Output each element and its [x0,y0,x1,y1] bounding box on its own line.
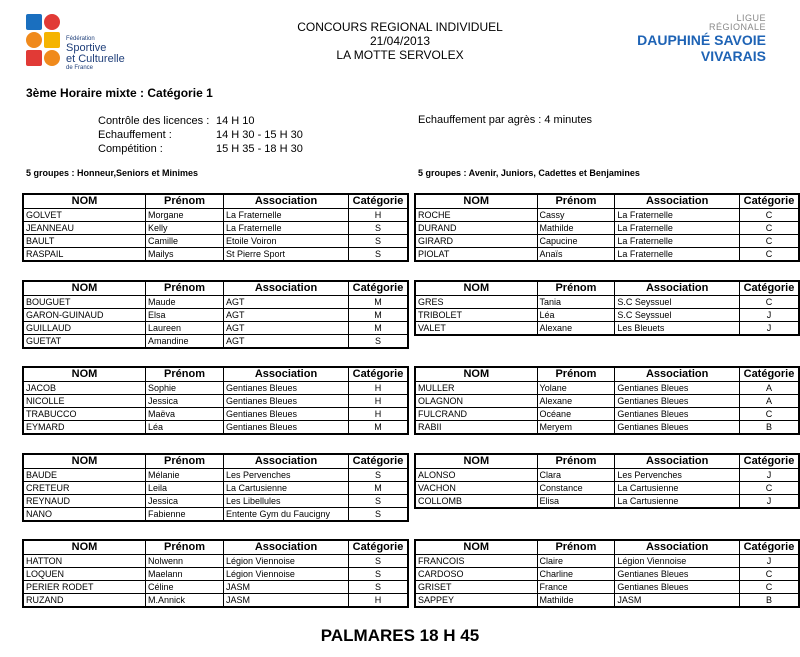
prenom-cell: Léa [146,421,224,435]
schedule-row [98,128,303,142]
column-header: Prénom [537,454,615,469]
prenom-cell: Tania [537,296,615,309]
prenom-cell: Céline [146,581,224,594]
column-header: Association [224,454,349,469]
prenom-cell: France [537,581,615,594]
association-cell: Les Libellules [224,495,349,508]
association-cell: St Pierre Sport [224,248,349,262]
table-row [23,395,408,408]
logo-square-orange-2 [44,50,60,66]
nom-cell: ALONSO [415,469,537,482]
association-cell: La Fraternelle [615,235,740,248]
column-header: Catégorie [349,281,409,296]
association-cell: JASM [615,594,740,608]
association-cell: Gentianes Bleues [224,421,349,435]
categorie-cell: S [349,495,409,508]
association-cell: AGT [224,296,349,309]
nom-cell: VACHON [415,482,537,495]
categorie-cell: S [349,568,409,581]
prenom-cell: Fabienne [146,508,224,522]
table-header-row [415,367,799,382]
document-header [250,20,550,62]
table-row [415,248,799,262]
prenom-cell: Nolwenn [146,555,224,568]
table-row [415,395,799,408]
ffsc-logo [26,14,146,74]
column-header: Prénom [537,367,615,382]
table-row [415,382,799,395]
column-header: Association [615,540,740,555]
right-group-table-5 [414,539,800,608]
nom-cell: RASPAIL [23,248,146,262]
nom-cell: GARON-GUINAUD [23,309,146,322]
table-row [415,209,799,222]
table-row [23,508,408,522]
prenom-cell: Sophie [146,382,224,395]
column-header: NOM [415,540,537,555]
association-cell: S.C Seyssuel [615,309,740,322]
nom-cell: GUILLAUD [23,322,146,335]
column-header: Association [224,367,349,382]
prenom-cell: Amandine [146,335,224,349]
prenom-cell: Morgane [146,209,224,222]
table-row [415,469,799,482]
table-header-row [23,454,408,469]
association-cell: Gentianes Bleues [615,408,740,421]
prenom-cell: Maëva [146,408,224,421]
logo-square-blue [26,14,42,30]
categorie-cell: C [740,248,800,262]
nom-cell: EYMARD [23,421,146,435]
table-row [23,421,408,435]
column-header: Prénom [537,281,615,296]
categorie-cell: C [740,482,799,495]
nom-cell: PIOLAT [415,248,537,262]
nom-cell: CARDOSO [415,568,537,581]
column-header: Association [615,454,740,469]
table-row [415,581,799,594]
categorie-cell: H [349,395,409,408]
nom-cell: JACOB [23,382,146,395]
nom-cell: BAULT [23,235,146,248]
groups-right-title: 5 groupes : Avenir, Juniors, Cadettes et Benjamines [418,168,640,178]
nom-cell: BAUDE [23,469,146,482]
nom-cell: GUETAT [23,335,146,349]
categorie-cell: H [349,382,409,395]
table-header-row [23,367,408,382]
association-cell: La Fraternelle [615,248,740,262]
table-header-row [23,194,408,209]
prenom-cell: Mailys [146,248,224,262]
column-header: Association [615,281,740,296]
categorie-cell: M [349,322,409,335]
nom-cell: TRABUCCO [23,408,146,421]
prenom-cell: Mélanie [146,469,224,482]
prenom-cell: Cassy [537,209,615,222]
prenom-cell: Kelly [146,222,224,235]
prenom-cell: Mathilde [537,222,615,235]
table-header-row [415,540,799,555]
nom-cell: FULCRAND [415,408,537,421]
table-row [23,469,408,482]
table-header-row [415,454,799,469]
column-header: Association [224,281,349,296]
association-cell: La Fraternelle [615,209,740,222]
schedule-value: 15 H 35 - 18 H 30 [216,143,303,155]
association-cell: La Fraternelle [615,222,740,235]
prenom-cell: Alexane [537,322,615,336]
league-line-4: VIVARAIS [700,48,766,64]
prenom-cell: Léa [537,309,615,322]
right-group-table-3 [414,366,800,435]
association-cell: Gentianes Bleues [615,581,740,594]
logo-square-red [44,14,60,30]
schedule-row [98,142,303,156]
column-header: Prénom [537,194,615,209]
categorie-cell: M [349,421,409,435]
prenom-cell: Maelann [146,568,224,581]
palmares: PALMARES 18 H 45 [320,626,480,645]
table-row [23,335,408,349]
prenom-cell: Alexane [537,395,615,408]
logo-text [66,36,125,72]
groups-left-title: 5 groupes : Honneur,Seniors et Minimes [26,168,199,178]
nom-cell: REYNAUD [23,495,146,508]
column-header: NOM [23,281,146,296]
table-row [23,322,408,335]
nom-cell: RUZAND [23,594,146,608]
categorie-cell: B [739,594,799,608]
nom-cell: COLLOMB [415,495,537,509]
logo-square-yellow [44,32,60,48]
left-group-table-1 [22,193,409,262]
nom-cell: DURAND [415,222,537,235]
association-cell: Gentianes Bleues [615,395,740,408]
column-header: Association [224,540,349,555]
schedule-label: Echauffement : [98,129,172,141]
league-line-1: LIGUE [736,13,766,23]
association-cell: Les Pervenches [615,469,740,482]
table-row [415,568,799,581]
prenom-cell: Meryem [537,421,615,435]
column-header: Catégorie [349,454,409,469]
column-header: NOM [415,454,537,469]
prenom-cell: Camille [146,235,224,248]
column-header: Catégorie [349,367,409,382]
column-header: NOM [23,540,146,555]
association-cell: Etoile Voiron [224,235,349,248]
nom-cell: GRISET [415,581,537,594]
association-cell: La Cartusienne [615,482,740,495]
schedule-label: Contrôle des licences : [98,115,210,127]
categorie-cell: A [740,395,800,408]
nom-cell: PERIER RODET [23,581,146,594]
column-header: Association [615,194,740,209]
logo-square-red-2 [26,50,42,66]
association-cell: JASM [224,581,349,594]
logo-line-1: Fédération [66,36,95,42]
categorie-cell: S [349,508,409,522]
column-header: Prénom [146,367,224,382]
column-header: Catégorie [349,540,409,555]
table-header-row [415,281,799,296]
table-row [415,235,799,248]
association-cell: AGT [224,322,349,335]
association-cell: Gentianes Bleues [615,568,740,581]
nom-cell: JEANNEAU [23,222,146,235]
table-row [23,235,408,248]
association-cell: Gentianes Bleues [224,382,349,395]
association-cell: Légion Viennoise [224,555,349,568]
schedule-label: Compétition : [98,143,163,155]
categorie-cell: S [349,248,409,262]
nom-cell: CRETEUR [23,482,146,495]
table-header-row [23,540,408,555]
categorie-cell: S [349,222,409,235]
column-header: NOM [23,454,146,469]
section-title: 3ème Horaire mixte : Catégorie 1 [26,86,213,100]
prenom-cell: Yolane [537,382,615,395]
table-row [415,296,799,309]
logo-line-2: Sportive [66,42,107,54]
column-header: NOM [23,367,146,382]
schedule-value: 14 H 30 - 15 H 30 [216,129,303,141]
nom-cell: NANO [23,508,146,522]
prenom-cell: Charline [537,568,615,581]
column-header: Prénom [537,540,615,555]
categorie-cell: C [739,296,799,309]
categorie-cell: C [740,235,800,248]
association-cell: La Fraternelle [224,222,349,235]
column-header: NOM [415,281,537,296]
table-row [23,382,408,395]
prenom-cell: Claire [537,555,615,568]
table-row [23,248,408,262]
column-header: Association [615,367,740,382]
nom-cell: SAPPEY [415,594,537,608]
association-cell: Entente Gym du Faucigny [224,508,349,522]
column-header: Catégorie [739,281,799,296]
prenom-cell: Constance [537,482,615,495]
column-header: NOM [415,367,537,382]
left-group-table-3 [22,366,409,435]
association-cell: Les Pervenches [224,469,349,482]
prenom-cell: Anaïs [537,248,615,262]
association-cell: JASM [224,594,349,608]
table-row [23,222,408,235]
association-cell: Les Bleuets [615,322,740,336]
prenom-cell: Laureen [146,322,224,335]
prenom-cell: Leila [146,482,224,495]
table-row [23,309,408,322]
association-cell: La Fraternelle [224,209,349,222]
categorie-cell: J [739,322,799,336]
column-header: Prénom [146,454,224,469]
categorie-cell: A [740,382,800,395]
table-row [415,309,799,322]
table-row [23,594,408,608]
association-cell: Gentianes Bleues [224,408,349,421]
categorie-cell: S [349,335,409,349]
column-header: NOM [23,194,146,209]
nom-cell: GOLVET [23,209,146,222]
categorie-cell: C [740,222,800,235]
categorie-cell: M [349,482,409,495]
categorie-cell: M [349,296,409,309]
column-header: Catégorie [349,194,409,209]
column-header: NOM [415,194,537,209]
right-group-table-2 [414,280,800,336]
column-header: Prénom [146,540,224,555]
table-row [23,495,408,508]
nom-cell: FRANCOIS [415,555,537,568]
table-row [23,209,408,222]
table-row [415,322,799,336]
categorie-cell: J [739,309,799,322]
schedule-value: 14 H 10 [216,115,255,127]
nom-cell: HATTON [23,555,146,568]
table-row [415,594,799,608]
nom-cell: TRIBOLET [415,309,537,322]
table-row [415,222,799,235]
table-row [415,421,799,435]
nom-cell: MULLER [415,382,537,395]
nom-cell: OLAGNON [415,395,537,408]
prenom-cell: Jessica [146,395,224,408]
categorie-cell: J [740,495,799,509]
table-row [415,555,799,568]
prenom-cell: Elisa [537,495,615,509]
right-group-table-4 [414,453,800,509]
categorie-cell: S [349,581,409,594]
left-group-table-4 [22,453,409,522]
header-title: CONCOURS REGIONAL INDIVIDUEL [297,20,503,34]
association-cell: Gentianes Bleues [615,382,740,395]
association-cell: Gentianes Bleues [224,395,349,408]
column-header: Catégorie [739,540,799,555]
categorie-cell: C [740,408,800,421]
left-group-table-2 [22,280,409,349]
nom-cell: BOUGUET [23,296,146,309]
association-cell: AGT [224,335,349,349]
logo-line-3: et Culturelle [66,53,125,65]
categorie-cell: S [349,555,409,568]
table-row [415,408,799,421]
league-line-2: RÉGIONALE [708,22,766,32]
right-group-table-1 [414,193,800,262]
nom-cell: RABII [415,421,537,435]
league-logo [637,14,766,64]
schedule [98,114,303,156]
column-header: Catégorie [740,194,800,209]
league-line-3: DAUPHINÉ SAVOIE [637,32,766,48]
prenom-cell: Elsa [146,309,224,322]
table-row [415,482,799,495]
table-row [23,408,408,421]
column-header: Catégorie [740,454,799,469]
categorie-cell: J [740,469,799,482]
categorie-cell: C [739,568,799,581]
categorie-cell: J [739,555,799,568]
table-header-row [23,281,408,296]
prenom-cell: Clara [537,469,615,482]
logo-square-orange [26,32,42,48]
prenom-cell: M.Annick [146,594,224,608]
association-cell: La Cartusienne [224,482,349,495]
association-cell: Gentianes Bleues [615,421,740,435]
nom-cell: LOQUEN [23,568,146,581]
prenom-cell: Jessica [146,495,224,508]
table-header-row [415,194,799,209]
schedule-row [98,114,303,128]
table-row [415,495,799,509]
association-cell: S.C Seyssuel [615,296,740,309]
warmup-note: Echauffement par agrès : 4 minutes [418,114,593,126]
association-cell: La Cartusienne [615,495,740,509]
table-row [23,482,408,495]
categorie-cell: H [349,594,409,608]
left-group-table-5 [22,539,409,608]
nom-cell: NICOLLE [23,395,146,408]
column-header: Prénom [146,194,224,209]
nom-cell: VALET [415,322,537,336]
prenom-cell: Maude [146,296,224,309]
nom-cell: GRES [415,296,537,309]
categorie-cell: S [349,235,409,248]
association-cell: AGT [224,309,349,322]
table-row [23,581,408,594]
prenom-cell: Mathilde [537,594,615,608]
prenom-cell: Capucine [537,235,615,248]
categorie-cell: H [349,209,409,222]
categorie-cell: B [740,421,800,435]
column-header: Prénom [146,281,224,296]
table-row [23,296,408,309]
association-cell: Légion Viennoise [224,568,349,581]
column-header: Catégorie [740,367,800,382]
categorie-cell: H [349,408,409,421]
header-date: 21/04/2013 [369,34,431,48]
table-row [23,568,408,581]
column-header: Association [224,194,349,209]
prenom-cell: Océane [537,408,615,421]
categorie-cell: C [740,209,800,222]
logo-line-4: de France [66,65,94,71]
association-cell: Légion Viennoise [615,555,740,568]
categorie-cell: M [349,309,409,322]
categorie-cell: S [349,469,409,482]
categorie-cell: C [739,581,799,594]
header-place: LA MOTTE SERVOLEX [336,48,464,62]
nom-cell: ROCHE [415,209,537,222]
nom-cell: GIRARD [415,235,537,248]
table-row [23,555,408,568]
